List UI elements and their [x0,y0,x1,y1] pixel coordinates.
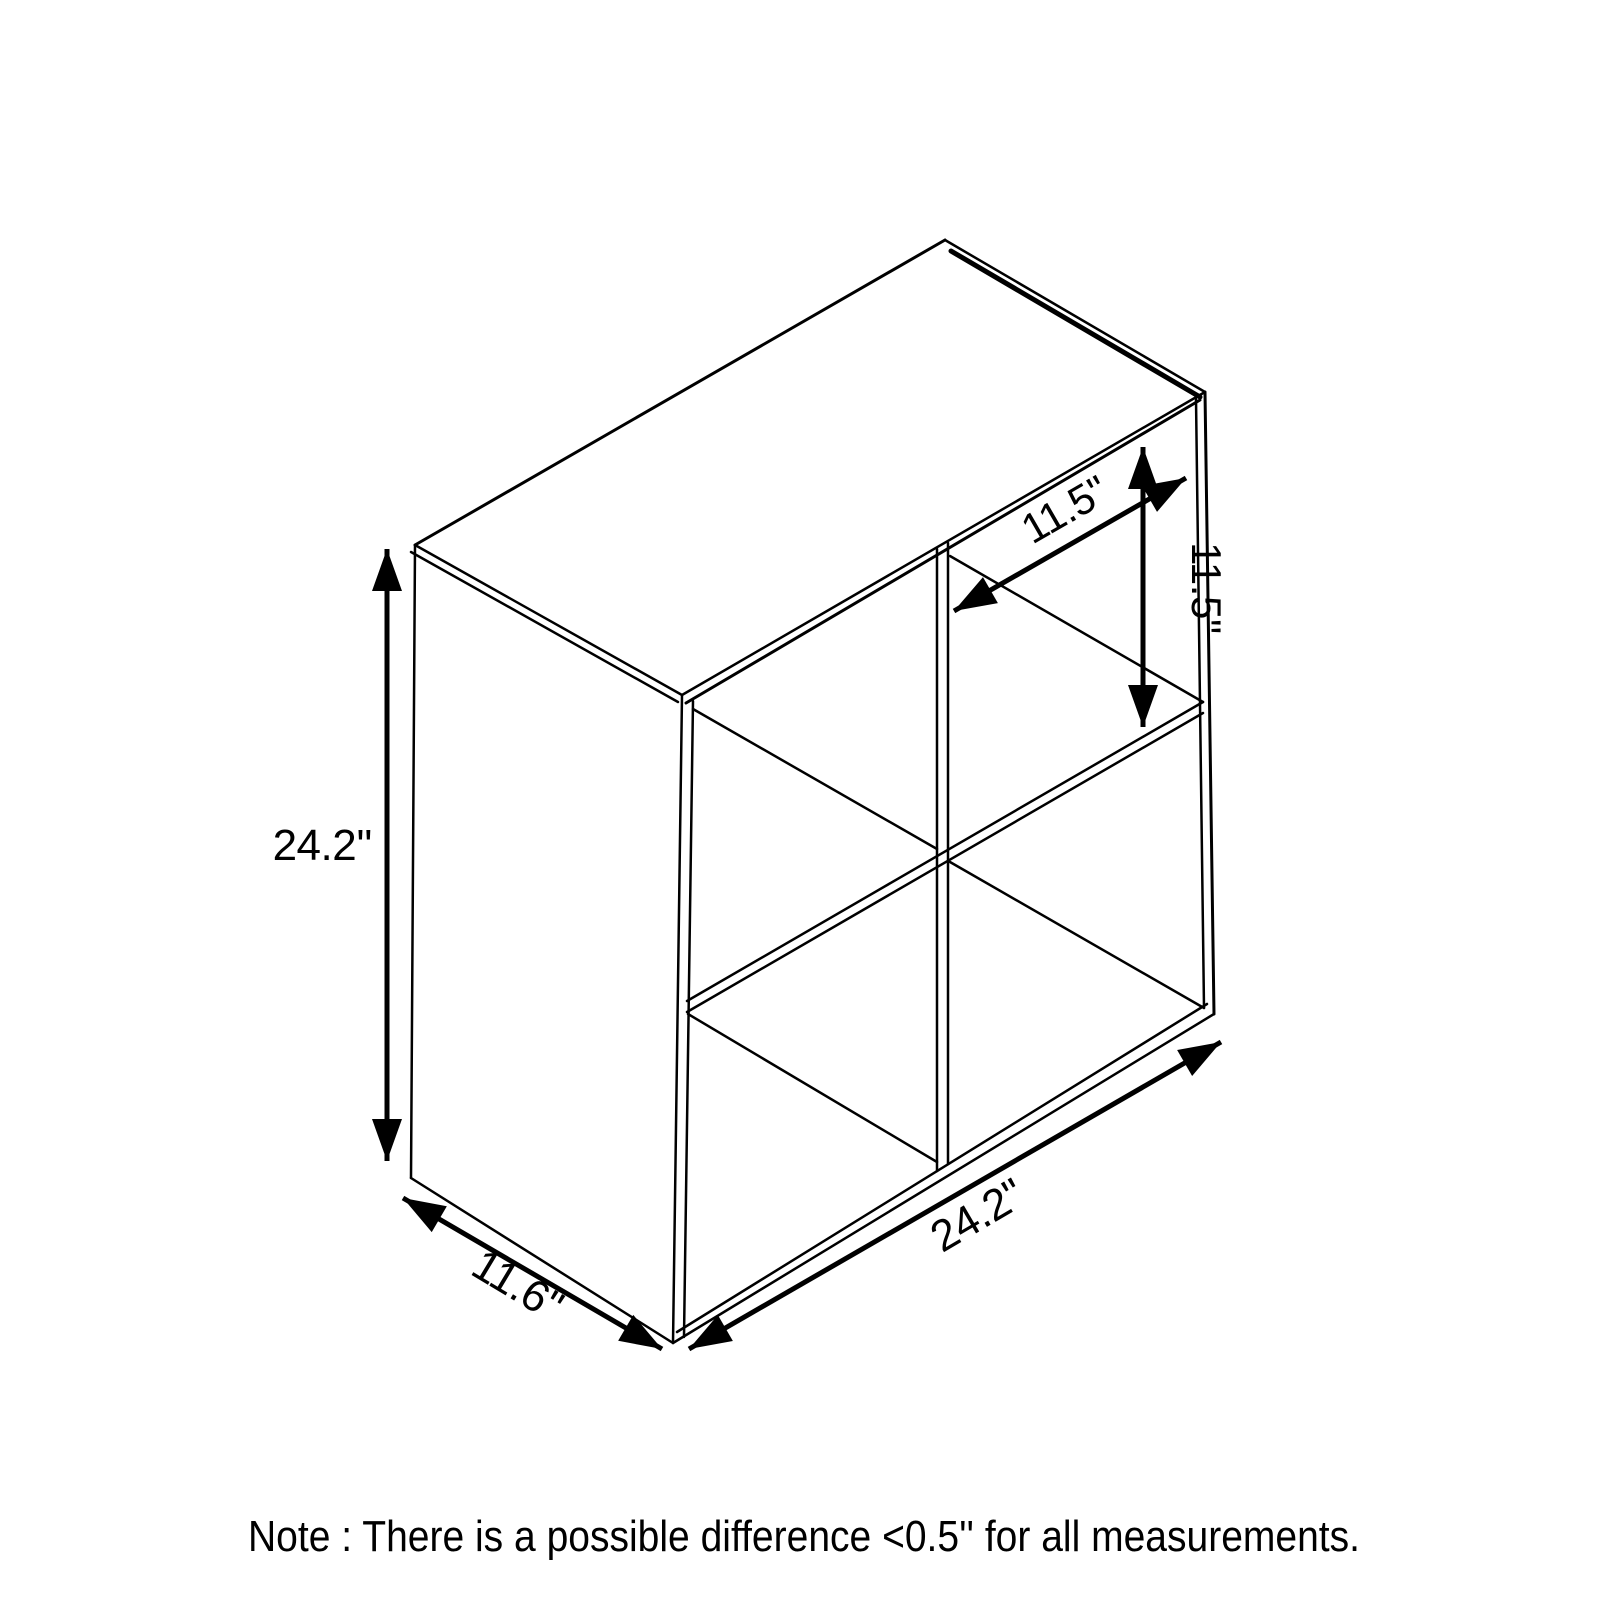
height-label: 24.2'' [272,821,372,870]
width-label: 24.2'' [922,1169,1033,1262]
cabinet-left-panel [411,545,693,1343]
cube-height-label: 11.5'' [1183,542,1230,634]
cabinet-right-edge [1196,392,1214,1014]
depth-label: 11.6'' [463,1239,572,1332]
center-divider [937,543,948,1171]
cube-height-dimension [1143,447,1230,727]
width-arrow [689,1042,1221,1349]
depth-dimension [403,1198,662,1349]
middle-shelf [687,702,1203,1012]
height-dimension [273,549,387,1161]
note-text: Note : There is a possible difference <0.5'' for all measurements. [248,1512,1360,1561]
cube-width-dimension [954,466,1186,611]
cabinet-bottom-edge [673,1004,1214,1343]
cube-width-label: 11.5'' [1013,466,1117,553]
width-dimension [689,1042,1221,1349]
